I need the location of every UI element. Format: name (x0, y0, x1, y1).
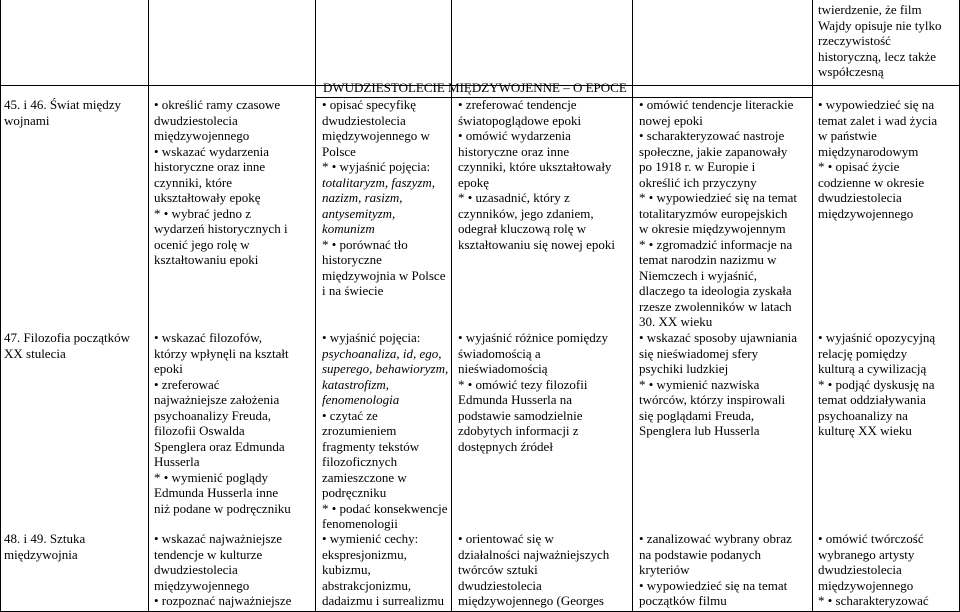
goal-line: • wyjaśnić różnice pomiędzy (458, 330, 609, 345)
goal-line: najważniejsze założenia (154, 392, 280, 407)
goal-line: psychoanalizy Freuda, (154, 407, 271, 423)
goal-line: dadaizmu i surrealizmu (322, 593, 445, 608)
goal-line: * • podać konsekwencje (322, 500, 448, 516)
goal-line: * • uzasadnić, który z (458, 190, 570, 205)
goal-line: w państwie (818, 128, 877, 143)
goal-line: kształtowaniu się nowej epoki (458, 236, 616, 252)
goals-col6 (818, 531, 929, 609)
goal-line: Edmunda Husserla na (458, 392, 573, 407)
goal-line: wybranego artysty (818, 546, 915, 562)
goal-line: * • omówić tezy filozofii (458, 376, 588, 392)
goal-line: temat zalet i wad życia (818, 112, 938, 128)
goal-line: czynników, jego zdaniem, (458, 205, 594, 221)
goal-line: * • porównać tło (322, 236, 408, 252)
goal-line: • zreferować tendencje (458, 97, 577, 112)
goal-line: * • wyjaśnić pojęcia: (322, 159, 431, 174)
goal-line: epokę (458, 174, 490, 190)
goal-line: wydarzeń historycznych i (154, 221, 288, 236)
goal-line: abstrakcjonizmu, (322, 577, 412, 593)
goals-col4 (458, 531, 609, 609)
goal-line: temat narodzin nazizmu w (639, 252, 777, 267)
note-line: historyczną, lecz także (818, 48, 937, 64)
goal-line: nieświadomością (458, 361, 548, 376)
goal-line: niż podane w podręczniku (154, 500, 291, 516)
goal-line: czynniki, które (154, 174, 232, 190)
goal-line: ekspresjonizmu, (322, 546, 407, 562)
goal-line: dwudziestolecia (818, 190, 902, 205)
goal-line: międzywojennego (Georges (458, 593, 604, 608)
term-line: superego, behawioryzm, (322, 361, 449, 376)
goal-line: i na świecie (322, 283, 384, 298)
goal-line: • omówić wydarzenia (458, 128, 571, 143)
grid-line (0, 0, 1, 612)
goal-line: Polsce (322, 143, 356, 159)
goal-line: • wypowiedzieć się na (818, 97, 935, 112)
goal-line: Spenglera oraz Edmunda (154, 438, 285, 454)
goals-col5 (639, 330, 797, 439)
section-title: DWUDZIESTOLECIE MIĘDZYWOJENNE – O EPOCE (323, 80, 627, 95)
goal-line: • zreferować (154, 376, 220, 392)
goals-col5 (639, 97, 797, 330)
lesson-title (4, 531, 85, 562)
goal-line: * • scharakteryzować (818, 593, 929, 608)
goal-line: • omówić tendencje literackie (639, 97, 794, 112)
goal-line: historyczne oraz inne (154, 159, 266, 174)
goal-line: Edmunda Husserla inne (154, 485, 279, 500)
goal-line: dwudziestolecia (322, 112, 406, 128)
goals-col5 (639, 531, 792, 609)
goal-line: Husserla (154, 454, 200, 469)
goal-line: • scharakteryzować nastroje (639, 128, 785, 143)
goal-line: rzesze zwolenników w latach (639, 298, 792, 314)
goal-line: światopoglądowe epoki (458, 112, 582, 128)
goal-line: po 1918 r. w Europie i (639, 159, 756, 174)
goal-line: Niemczech i wyjaśnić, (639, 267, 758, 283)
goal-line: filozoficznych (322, 454, 398, 469)
grid-line (315, 0, 316, 612)
goals-col6 (818, 97, 937, 221)
lesson-title (4, 330, 130, 361)
goal-line: • określić ramy czasowe (154, 97, 281, 112)
term-line: psychoanaliza, id, ego, (322, 345, 442, 361)
note-line: twierdzenie, że film (818, 2, 922, 17)
goal-line: dwudziestolecia (458, 577, 542, 593)
goal-line: podstawie samodzielnie (458, 407, 583, 423)
goal-line: określić ich przyczyny (639, 174, 757, 190)
goal-line: • omówić twórczość (818, 531, 924, 546)
goal-line: 30. XX wieku (639, 314, 713, 329)
goals-col3 (322, 97, 445, 299)
note-line: rzeczywistość (818, 33, 891, 48)
goal-line: się nieświadomej sfery (639, 345, 759, 361)
grid-line (148, 0, 149, 612)
lesson-title-line: międzywojnia (4, 546, 78, 562)
goal-line: • wypowiedzieć się na temat (639, 577, 788, 593)
goal-line: * • opisać życie (818, 159, 900, 174)
goal-line: twórców sztuki (458, 562, 538, 577)
lesson-title-line: 48. i 49. Sztuka (4, 531, 86, 546)
term-line: komunizm (322, 221, 375, 236)
goal-line: ocenić jego rolę w (154, 236, 250, 252)
goal-line: • wskazać wydarzenia (154, 143, 269, 159)
goals-col3 (322, 330, 448, 532)
goal-line: międzywojennego (818, 577, 914, 593)
goal-line: kształtowaniu epoki (154, 252, 259, 267)
goal-line: dwudziestolecia (154, 562, 238, 577)
goal-line: zdobytych informacji z (458, 423, 579, 438)
goals-basic (154, 97, 288, 268)
goal-line: • zanalizować wybrany obraz (639, 531, 792, 546)
goal-line: na podstawie podanych (639, 546, 762, 562)
goal-line: kubizmu, (322, 562, 371, 577)
goal-line: społeczne, jakie zapanowały (639, 143, 788, 159)
lesson-title-line: 45. i 46. Świat między (4, 97, 121, 112)
goal-line: • opisać specyfikę (322, 97, 417, 112)
goal-line: dostępnych źródeł (458, 438, 553, 454)
goal-line: • czytać ze (322, 407, 378, 423)
goal-line: • wskazać sposoby ujawniania (639, 330, 797, 345)
goal-line: międzywojennego (818, 205, 914, 221)
goal-line: epoki (154, 361, 183, 376)
goal-line: • orientować się w (458, 531, 554, 546)
term-line: katastrofizm, (322, 376, 390, 392)
goal-line: • wskazać najważniejsze (154, 531, 282, 546)
goal-line: kulturę XX wieku (818, 423, 912, 438)
goal-line: działalności najważniejszych (458, 546, 610, 562)
goal-line: filozofii Oswalda (154, 423, 245, 438)
goal-line: historyczne oraz inne (458, 143, 570, 159)
lesson-title-line: wojnami (4, 112, 50, 128)
goal-line: początków filmu (639, 593, 727, 608)
goal-line: zamieszczone w (322, 469, 407, 485)
goal-line: fragmenty tekstów (322, 438, 420, 454)
goal-line: temat oddziaływania (818, 392, 926, 407)
term-line: nazizm, rasizm, (322, 190, 403, 205)
goals-col6 (818, 330, 935, 439)
goal-line: międzywojennego w (322, 128, 430, 143)
goals-col4 (458, 330, 608, 454)
goals-basic (154, 330, 291, 516)
lesson-title-line: XX stulecia (4, 345, 66, 361)
goal-line: ukształtowały epokę (154, 190, 261, 205)
goal-line: * • wybrać jedno z (154, 205, 251, 221)
goal-line: totalitaryzmów europejskich (639, 205, 788, 221)
goals-basic (154, 531, 291, 609)
grid-line (632, 0, 633, 612)
goal-line: codzienne w okresie (818, 174, 925, 190)
goal-line: fenomenologii (322, 516, 398, 531)
goal-line: * • wymienić poglądy (154, 469, 268, 485)
goal-line: się poglądami Freuda, (639, 407, 755, 423)
goals-col3 (322, 531, 444, 609)
goal-line: międzywojnia w Polsce (322, 267, 446, 283)
lesson-title-line: 47. Filozofia początków (4, 330, 130, 345)
term-line: fenomenologia (322, 392, 400, 407)
goal-line: międzywojennego (154, 577, 250, 593)
goal-line: nowej epoki (639, 112, 703, 128)
goal-line: historyczne (322, 252, 382, 267)
goal-line: dwudziestolecia (154, 112, 238, 128)
goal-line: czynniki, które ukształtowały (458, 159, 612, 174)
term-line: antysemityzm, (322, 205, 396, 221)
previous-row-note (818, 2, 958, 80)
goal-line: twórców, którzy inspirowali (639, 392, 786, 407)
goal-line: kulturą a cywilizacją (818, 361, 927, 376)
goal-line: relację pomiędzy (818, 345, 908, 361)
goal-line: * • zgromadzić informacje na (639, 236, 793, 252)
goal-line: odegrał kluczową rolę w (458, 221, 587, 236)
note-line: Wajdy opisuje nie tylko (818, 17, 942, 33)
term-line: totalitaryzm, faszyzm, (322, 174, 436, 190)
lesson-title (4, 97, 121, 128)
grid-line (812, 0, 813, 612)
goal-line: świadomością a (458, 345, 541, 361)
goal-line: podręczniku (322, 485, 387, 500)
goal-line: • wyjaśnić pojęcia: (322, 330, 421, 345)
goal-line: dwudziestolecia (818, 562, 902, 577)
goal-line: tendencje w kulturze (154, 546, 263, 562)
goal-line: zrozumieniem (322, 423, 397, 438)
goals-col4 (458, 97, 615, 252)
goal-line: • wskazać filozofów, (154, 330, 263, 345)
goal-line: międzywojennego (154, 128, 250, 143)
goal-line: dlaczego ta ideologia zyskała (639, 283, 792, 298)
goal-line: psychiki ludzkiej (639, 361, 729, 376)
goal-line: w okresie międzywojennym (639, 221, 786, 236)
goal-line: kryteriów (639, 562, 690, 577)
goal-line: międzynarodowym (818, 143, 919, 159)
goal-line: • rozpoznać najważniejsze (154, 593, 292, 608)
goal-line: * • wymienić nazwiska (639, 376, 760, 392)
goal-line: psychoanalizy na (818, 407, 908, 423)
note-line: współczesną (818, 64, 884, 79)
goal-line: • wyjaśnić opozycyjną (818, 330, 936, 345)
goal-line: • wymienić cechy: (322, 531, 419, 546)
goal-line: którzy wpłynęli na kształt (154, 345, 289, 361)
goal-line: * • wypowiedzieć się na temat (639, 190, 797, 205)
goal-line: Spenglera lub Husserla (639, 423, 760, 438)
goal-line: * • podjąć dyskusję na (818, 376, 935, 392)
